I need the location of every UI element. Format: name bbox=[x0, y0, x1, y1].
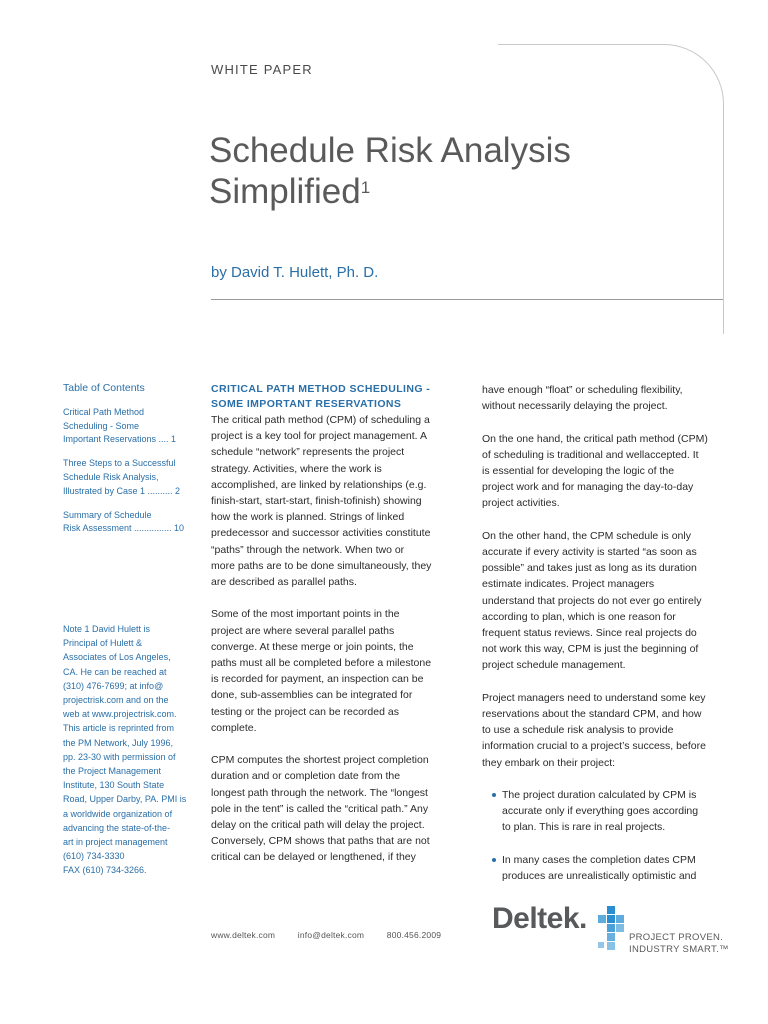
tagline-line-2: INDUSTRY SMART.™ bbox=[629, 944, 729, 955]
note-line: advancing the state-of-the- bbox=[63, 822, 171, 833]
body-column-1 bbox=[211, 382, 461, 882]
text-line: project schedule management. bbox=[482, 659, 626, 672]
text-line: produces are unrealistically optimistic and bbox=[502, 870, 697, 883]
text-line: of scheduling is traditional and wellaccepted. It bbox=[482, 448, 699, 461]
paragraph bbox=[211, 412, 461, 590]
text-line: is recorded for payment, an inspection can be bbox=[211, 673, 424, 686]
text-line: how the work is planned. Strings of linked bbox=[211, 511, 405, 524]
text-line: Scheduling - Some bbox=[63, 420, 140, 431]
text-line: critical can be delayed or lengthened, if they bbox=[211, 851, 416, 864]
logo-wordmark: Deltek. bbox=[492, 902, 587, 935]
text-line: Illustrated by Case 1 .......... 2 bbox=[63, 485, 181, 496]
note-line: This article is reprinted from bbox=[63, 723, 175, 734]
text-line: The project duration calculated by CPM is bbox=[502, 789, 697, 802]
text-line: converge. At these merge or join points, the bbox=[211, 640, 414, 653]
note-line: Note 1 David Hulett is bbox=[63, 624, 151, 634]
text-line: finish-start, start-start, finish-tofinish) showing bbox=[211, 495, 422, 508]
body-column-2 bbox=[482, 382, 722, 900]
note-line: web at www.projectrisk.com. bbox=[63, 709, 177, 720]
paragraph bbox=[482, 528, 722, 674]
paragraph bbox=[211, 606, 461, 736]
text-line: testing or the project can be recorded as bbox=[211, 705, 399, 718]
note-line: Road, Upper Darby, PA. PMI is bbox=[63, 794, 187, 805]
section-heading-line-1: CRITICAL PATH METHOD SCHEDULING - bbox=[211, 383, 431, 395]
header-divider bbox=[211, 299, 723, 300]
text-line: estimate indicates. Project managers bbox=[482, 578, 655, 591]
footer-email-link[interactable]: info@deltek.com bbox=[297, 930, 365, 940]
logo-cross-icon bbox=[596, 906, 630, 950]
table-of-contents bbox=[63, 382, 188, 546]
note-line: a worldwide organization of bbox=[63, 808, 173, 819]
text-line: paths must all be completed before a milestone bbox=[211, 657, 432, 670]
note-line: the Project Management bbox=[63, 766, 162, 777]
text-line: accurate only if everything goes according bbox=[502, 805, 699, 818]
section-heading bbox=[211, 382, 461, 412]
text-line: project is a key tool for project management. A bbox=[211, 430, 427, 443]
text-line: Critical Path Method bbox=[63, 406, 145, 417]
title-line-1: Schedule Risk Analysis bbox=[209, 131, 571, 170]
toc-item[interactable] bbox=[63, 509, 188, 537]
note-line: (310) 476-7699; at info@ bbox=[63, 680, 164, 691]
text-line: Important Reservations .... 1 bbox=[63, 434, 177, 445]
text-line: is essential for developing the logic of the bbox=[482, 465, 675, 477]
text-line: to plan. This is rare in real projects. bbox=[502, 821, 666, 834]
paragraph bbox=[211, 752, 461, 865]
text-line: In many cases the completion dates CPM bbox=[502, 853, 696, 866]
text-line: they embark on their project: bbox=[482, 756, 616, 769]
title-footnote-marker: 1 bbox=[360, 178, 371, 197]
logo-tagline bbox=[629, 932, 729, 956]
author-byline: by David T. Hulett, Ph. D. bbox=[211, 264, 379, 281]
text-line: On the other hand, the CPM schedule is only bbox=[482, 529, 691, 542]
text-line: Schedule Risk Analysis, bbox=[63, 471, 159, 482]
toc-heading: Table of Contents bbox=[63, 382, 145, 394]
text-line: delay on the critical path will delay the project. bbox=[211, 819, 425, 832]
text-line: Risk Assessment ............... 10 bbox=[63, 523, 185, 534]
text-line: accurate if every activity is started “as soon as bbox=[482, 546, 697, 558]
text-line: are described as parallel paths. bbox=[211, 576, 357, 589]
note-line: the PM Network, July 1996, bbox=[63, 737, 174, 748]
text-line: project activities. bbox=[482, 497, 560, 510]
text-line: Summary of Schedule bbox=[63, 509, 152, 520]
text-line: to use a schedule risk analysis to provide bbox=[482, 724, 674, 737]
bullet-dot-icon bbox=[492, 858, 496, 862]
note-line: Principal of Hulett & bbox=[63, 638, 143, 649]
note-line: FAX (610) 734-3266. bbox=[63, 865, 147, 876]
bullet-item bbox=[482, 852, 722, 884]
text-line: Some of the most important points in the bbox=[211, 608, 400, 621]
title-line-2: Simplified bbox=[209, 172, 361, 211]
column-1-body bbox=[211, 412, 461, 866]
toc-list bbox=[63, 406, 188, 536]
text-line: complete. bbox=[211, 721, 257, 734]
note-line: pp. 23-30 with permission of bbox=[63, 751, 176, 762]
text-line: information crucial to a project’s success, before bbox=[482, 740, 706, 753]
text-line: On the one hand, the critical path method (CPM) bbox=[482, 432, 708, 445]
note-line: Associates of Los Angeles, bbox=[63, 652, 171, 663]
text-line: project are where several parallel paths bbox=[211, 624, 395, 637]
text-line: “paths” through the network. When two or bbox=[211, 543, 405, 556]
author-note bbox=[63, 622, 191, 878]
text-line: project work and for managing the day-to-day bbox=[482, 481, 694, 494]
bullet-dot-icon bbox=[492, 793, 496, 797]
text-line: more paths are to be done simultaneously, they bbox=[211, 559, 432, 572]
toc-item[interactable] bbox=[63, 457, 188, 498]
text-line: duration and or completion date from the bbox=[211, 770, 401, 783]
toc-item[interactable] bbox=[63, 406, 188, 447]
text-line: strategy. Activities, where the work is bbox=[211, 462, 382, 475]
column-2-body bbox=[482, 382, 722, 884]
eyebrow-label: WHITE PAPER bbox=[211, 62, 313, 77]
text-line: frequent status reviews. Since real projects do bbox=[482, 627, 697, 640]
text-line: not work this way, CPM is just the beginning of bbox=[482, 643, 699, 656]
note-line: CA. He can be reached at bbox=[63, 666, 167, 677]
text-line: possible” and takes just as long as its duration bbox=[482, 562, 697, 575]
text-line: understand that projects do not ever go entirely bbox=[482, 594, 702, 607]
text-line: have enough “float” or scheduling flexibility, bbox=[482, 384, 683, 396]
text-line: Three Steps to a Successful bbox=[63, 458, 176, 469]
note-line: art in project management bbox=[63, 837, 168, 848]
text-line: schedule “network” represents the project bbox=[211, 446, 405, 459]
text-line: without necessarily delaying the project. bbox=[482, 400, 668, 413]
text-line: predecessor and successor activities constitute bbox=[211, 527, 431, 540]
paragraph bbox=[482, 690, 722, 771]
footer-contact bbox=[211, 930, 461, 940]
paragraph bbox=[482, 382, 722, 414]
footer-website-link[interactable]: www.deltek.com bbox=[211, 930, 276, 940]
text-line: according to plan, which is one reason for bbox=[482, 610, 676, 623]
note-line: Institute, 130 South State bbox=[63, 780, 165, 791]
tagline-line-1: PROJECT PROVEN. bbox=[629, 932, 724, 943]
text-line: reservations about the standard CPM, and how bbox=[482, 708, 702, 721]
bullet-item bbox=[482, 787, 722, 836]
paragraph bbox=[482, 431, 722, 512]
deltek-logo bbox=[492, 902, 732, 972]
page-title bbox=[209, 130, 571, 212]
text-line: Project managers need to understand some key bbox=[482, 691, 706, 704]
text-line: accomplished, are linked by relationships (e.g. bbox=[211, 478, 427, 491]
text-line: The critical path method (CPM) of scheduling a bbox=[211, 414, 430, 426]
text-line: done, sub-assemblies can be integrated for bbox=[211, 689, 413, 702]
text-line: pole in the tent” is called the “critical path.” Any bbox=[211, 802, 429, 815]
note-line: (610) 734-3330 bbox=[63, 851, 125, 862]
text-line: longest path through the network. The “longest bbox=[211, 786, 428, 799]
text-line: Conversely, CPM shows that paths that are not bbox=[211, 835, 430, 848]
note-line: projectrisk.com and on the bbox=[63, 695, 169, 706]
footer-phone: 800.456.2009 bbox=[386, 930, 442, 940]
section-heading-line-2: SOME IMPORTANT RESERVATIONS bbox=[211, 398, 402, 410]
text-line: CPM computes the shortest project completion bbox=[211, 754, 429, 767]
